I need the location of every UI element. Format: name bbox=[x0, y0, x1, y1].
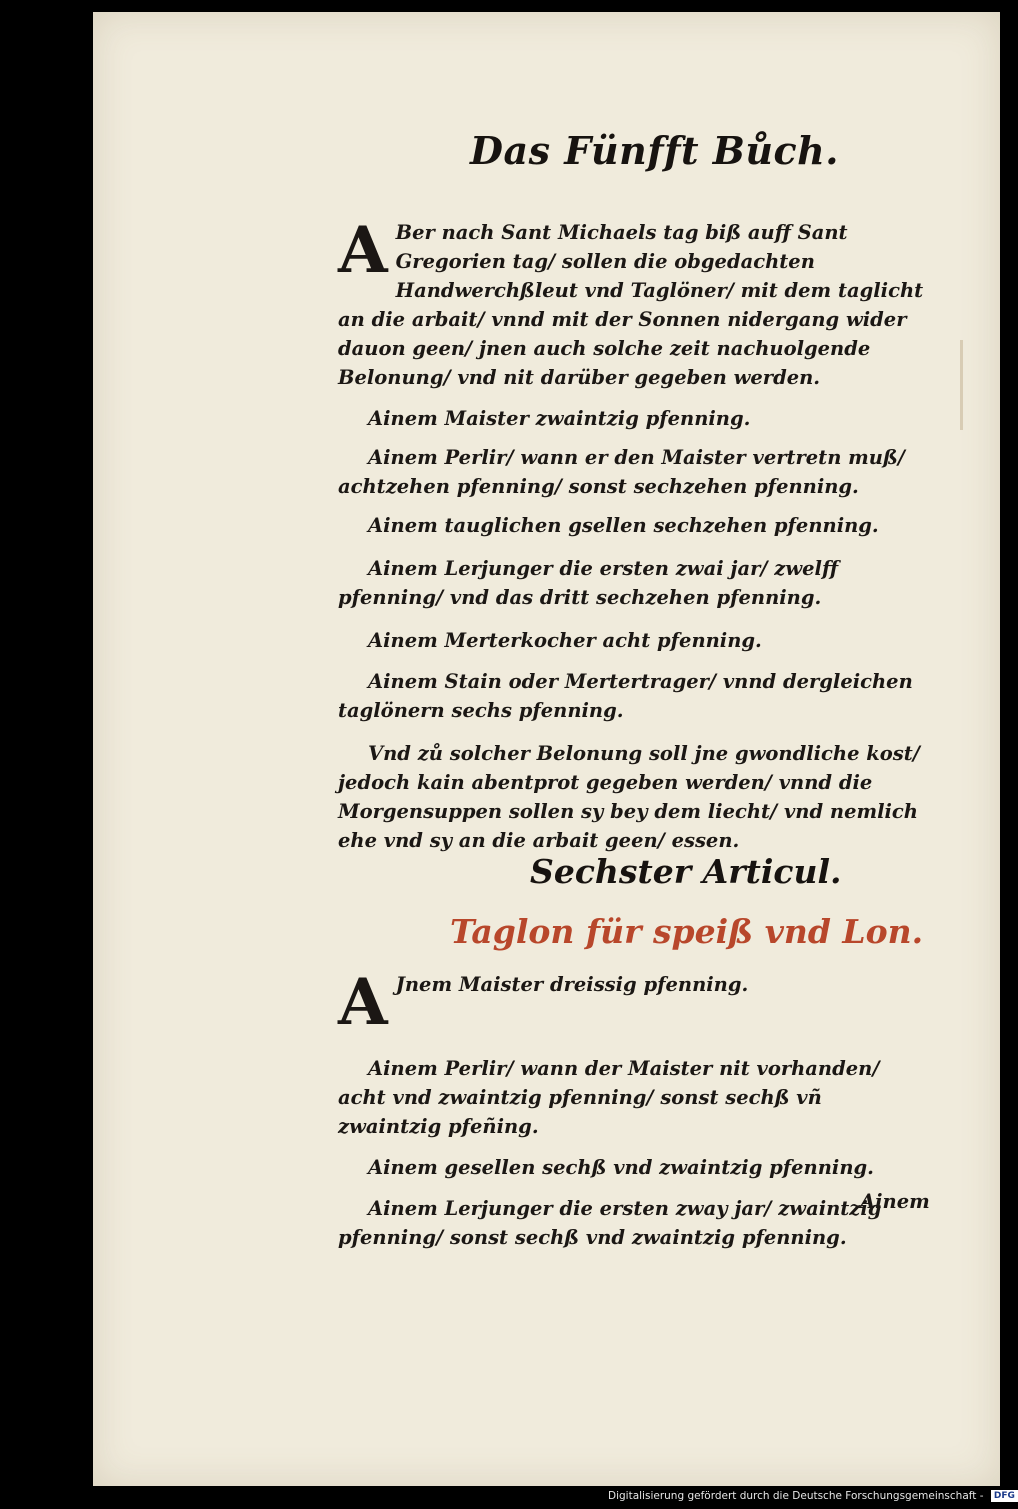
wage-entry: Ainem Lerjunger die ersten zway jar/ zwaintzig pfenning/ sonst sechß vnd zwaintzig pfenning. bbox=[338, 1197, 882, 1249]
digitization-footer bbox=[608, 1490, 1018, 1502]
wage-entry: Ainem Merterkocher acht pfenning. bbox=[368, 629, 762, 652]
wage-entry: Ainem Maister zwaintzig pfenning. bbox=[368, 407, 751, 430]
drop-initial: A bbox=[338, 213, 388, 288]
section-title-rubric: Taglon für speiß vnd Lon. bbox=[450, 912, 924, 951]
opening-paragraph bbox=[338, 213, 930, 392]
wage-entry: Ainem Lerjunger die ersten zwai jar/ zwelff pfenning/ vnd das dritt sechzehen pfenning. bbox=[338, 557, 839, 609]
footer-text: Digitalisierung gefördert durch die Deutsche Forschungsgemeinschaft - bbox=[608, 1490, 984, 1502]
article-title: Sechster Articul. bbox=[530, 852, 842, 891]
running-head: Das Fünfft Bůch. bbox=[470, 128, 839, 173]
text-block-2 bbox=[338, 965, 930, 1252]
paragraph-text: Ber nach Sant Michaels tag biß auff Sant Gregorien tag/ sollen die obgedachten Handwerchßleut vnd Taglöner/ mit dem taglicht an die arbait/ vnnd mit der Sonnen nidergang wider dauon geen/ jnen auch solche zeit nachuolgende Belonung/ vnd nit darüber gegeben werden. bbox=[338, 221, 924, 389]
wage-entry: Ainem gesellen sechß vnd zwaintzig pfenning. bbox=[368, 1156, 874, 1179]
second-opening-paragraph bbox=[338, 965, 930, 1040]
text-block-1 bbox=[338, 213, 930, 855]
page-edge-shadow bbox=[960, 340, 963, 430]
catchword: Ainem bbox=[860, 1190, 930, 1213]
paragraph-text: Jnem Maister dreissig pfenning. bbox=[395, 973, 749, 996]
dfg-logo: DFG bbox=[991, 1490, 1018, 1502]
drop-initial: A bbox=[338, 965, 388, 1040]
wage-entry: Ainem Perlir/ wann er den Maister vertretn muß/ achtzehen pfenning/ sonst sechzehen pfenning. bbox=[338, 446, 905, 498]
wage-entry: Ainem tauglichen gsellen sechzehen pfenning. bbox=[368, 514, 879, 537]
wage-entry: Ainem Perlir/ wann der Maister nit vorhanden/ acht vnd zwaintzig pfenning/ sonst sechß vñ zwaintzig pfeñing. bbox=[338, 1057, 880, 1138]
wage-entry: Ainem Stain oder Mertertrager/ vnnd dergleichen taglönern sechs pfenning. bbox=[338, 670, 913, 722]
board-paragraph: Vnd zů solcher Belonung soll jne gwondliche kost/ jedoch kain abentprot gegeben werden/ vnnd die Morgensuppen sollen sy bey dem liecht/ vnd nemlich ehe vnd sy an die arbait geen/ essen. bbox=[338, 742, 920, 852]
